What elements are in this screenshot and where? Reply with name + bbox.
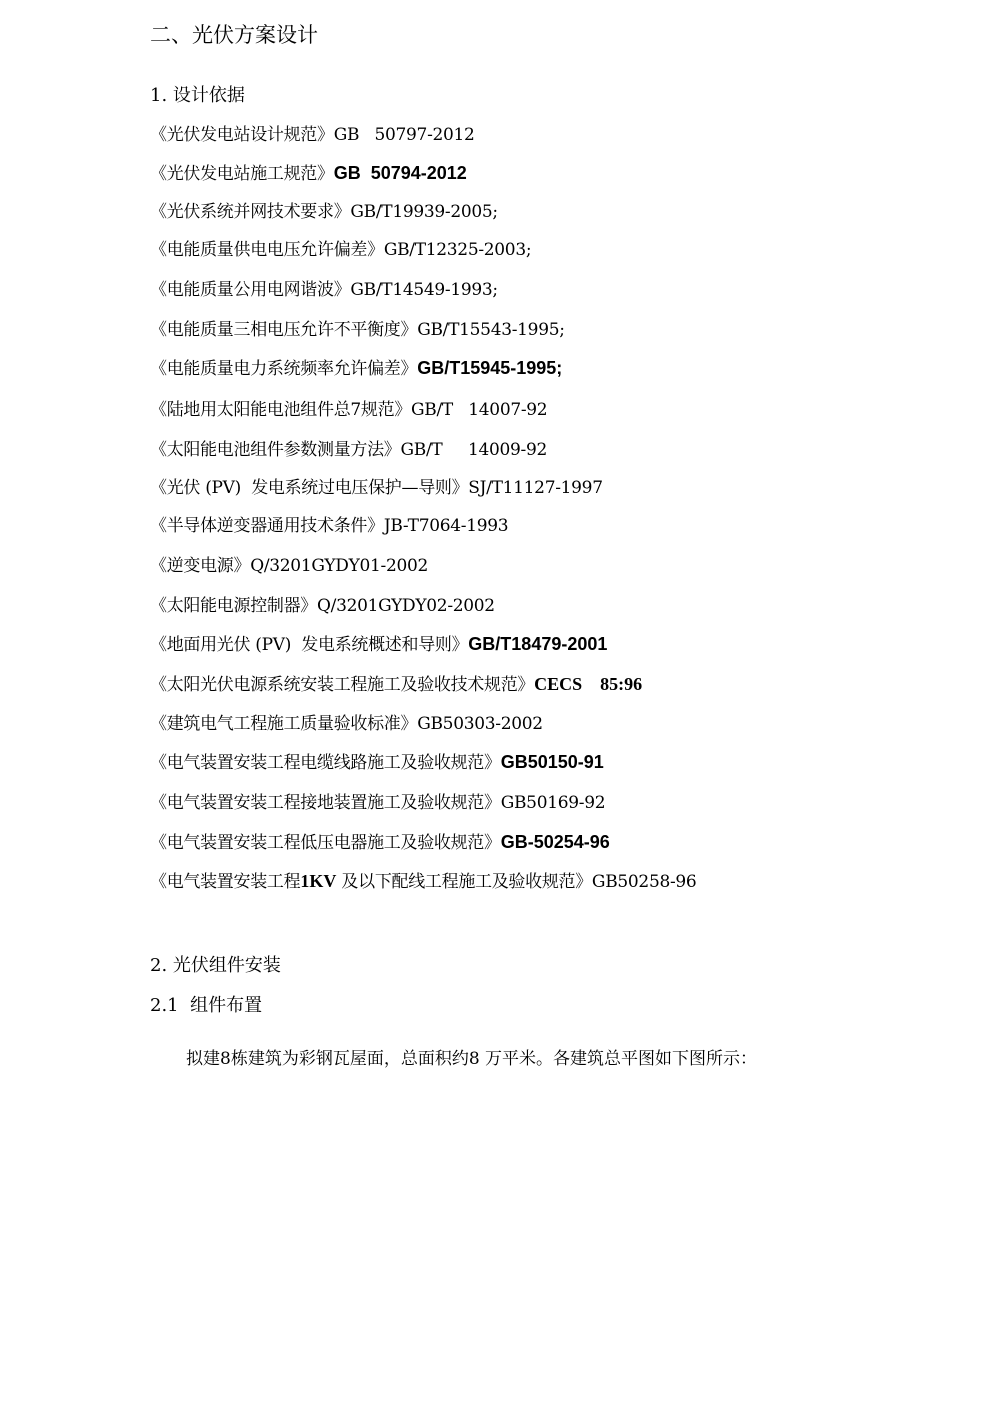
reference-item	[150, 630, 607, 655]
reference-title: 及以下配线工程施工及验收规范》	[336, 872, 592, 892]
reference-code: GB/T14549-1993;	[350, 280, 498, 300]
design-basis-heading: 1. 设计依据	[150, 85, 245, 106]
reference-item	[150, 670, 642, 695]
reference-title: 《电气装置安装工程	[150, 872, 301, 892]
reference-title: 《地面用光伏 (PV) 发电系统概述和导则》	[150, 635, 469, 655]
reference-item	[150, 828, 610, 853]
layout-subheading: 2.1 组件布置	[150, 995, 263, 1016]
reference-item	[150, 748, 604, 773]
reference-code: Q/3201GYDY02-2002	[317, 596, 495, 616]
reference-code: SJ/T11127-1997	[468, 478, 603, 498]
reference-title: 《电能质量电力系统频率允许偏差》	[150, 359, 418, 379]
reference-code: GB50303-2002	[417, 714, 543, 734]
reference-title: 《光伏发电站设计规范》	[150, 125, 334, 145]
reference-code: Q/3201GYDY01-2002	[250, 556, 429, 576]
reference-title: 《电气装置安装工程电缆线路施工及验收规范》	[150, 753, 501, 773]
reference-title: 《电能质量三相电压允许不平衡度》	[150, 320, 418, 340]
reference-item	[150, 315, 565, 340]
reference-title: 《陆地用太阳能电池组件总7规范》	[150, 400, 412, 420]
reference-code: GB-50254-96	[500, 832, 610, 852]
reference-code: GB50169-92	[500, 793, 606, 813]
reference-item	[150, 197, 498, 222]
reference-item	[150, 435, 547, 460]
reference-code: GB50150-91	[500, 752, 604, 772]
section-title: 二、光伏方案设计	[150, 23, 318, 47]
reference-title: 《光伏系统并网技术要求》	[150, 202, 351, 222]
reference-title: 《半导体逆变器通用技术条件》	[150, 516, 384, 536]
reference-code: GB/T15543-1995;	[417, 320, 565, 340]
layout-paragraph: 拟建8栋建筑为彩钢瓦屋面，总面积约8 万平米。各建筑总平图如下图所示：	[186, 1049, 758, 1069]
reference-code: GB/T 14009-92	[400, 440, 548, 460]
reference-item	[150, 159, 467, 184]
reference-code: GB/T15945-1995;	[417, 358, 563, 378]
reference-code: GB/T19939-2005;	[350, 202, 498, 222]
reference-item	[150, 591, 495, 616]
reference-item	[150, 473, 603, 498]
reference-title: 《电气装置安装工程低压电器施工及验收规范》	[150, 833, 501, 853]
reference-title: 《建筑电气工程施工质量验收标准》	[150, 714, 418, 734]
reference-code: GB50258-96	[591, 872, 697, 892]
reference-title: 《太阳能电源控制器》	[150, 596, 317, 616]
reference-item	[150, 120, 475, 145]
reference-item	[150, 354, 562, 379]
reference-title: 《光伏 (PV) 发电系统过电压保护—导则》	[150, 478, 469, 498]
reference-item	[150, 275, 498, 300]
reference-title: 《太阳能电池组件参数测量方法》	[150, 440, 401, 460]
reference-code: GB/T18479-2001	[468, 634, 608, 654]
reference-code: GB/T12325-2003;	[383, 240, 532, 260]
reference-item	[150, 235, 531, 260]
reference-title: 《电能质量供电电压允许偏差》	[150, 240, 384, 260]
reference-item	[150, 395, 547, 420]
installation-heading: 2. 光伏组件安装	[150, 955, 281, 976]
reference-code: JB-T7064-1993	[383, 516, 509, 536]
reference-title: 《电气装置安装工程接地装置施工及验收规范》	[150, 793, 501, 813]
reference-title: 《太阳光伏电源系统安装工程施工及验收技术规范》	[150, 675, 535, 695]
reference-item	[150, 788, 605, 813]
reference-title: 《电能质量公用电网谐波》	[150, 280, 351, 300]
reference-title: 《光伏发电站施工规范》	[150, 164, 334, 184]
reference-code: GB 50797-2012	[333, 125, 475, 145]
reference-code: GB/T 14007-92	[411, 400, 548, 420]
reference-item	[150, 511, 508, 536]
reference-title-bold: 1KV	[300, 871, 337, 891]
reference-code: CECS 85:96	[534, 674, 643, 694]
reference-item	[150, 551, 428, 576]
reference-item	[150, 709, 543, 734]
reference-item	[150, 867, 696, 892]
reference-title: 《逆变电源》	[150, 556, 251, 576]
reference-code: GB 50794-2012	[333, 163, 467, 183]
